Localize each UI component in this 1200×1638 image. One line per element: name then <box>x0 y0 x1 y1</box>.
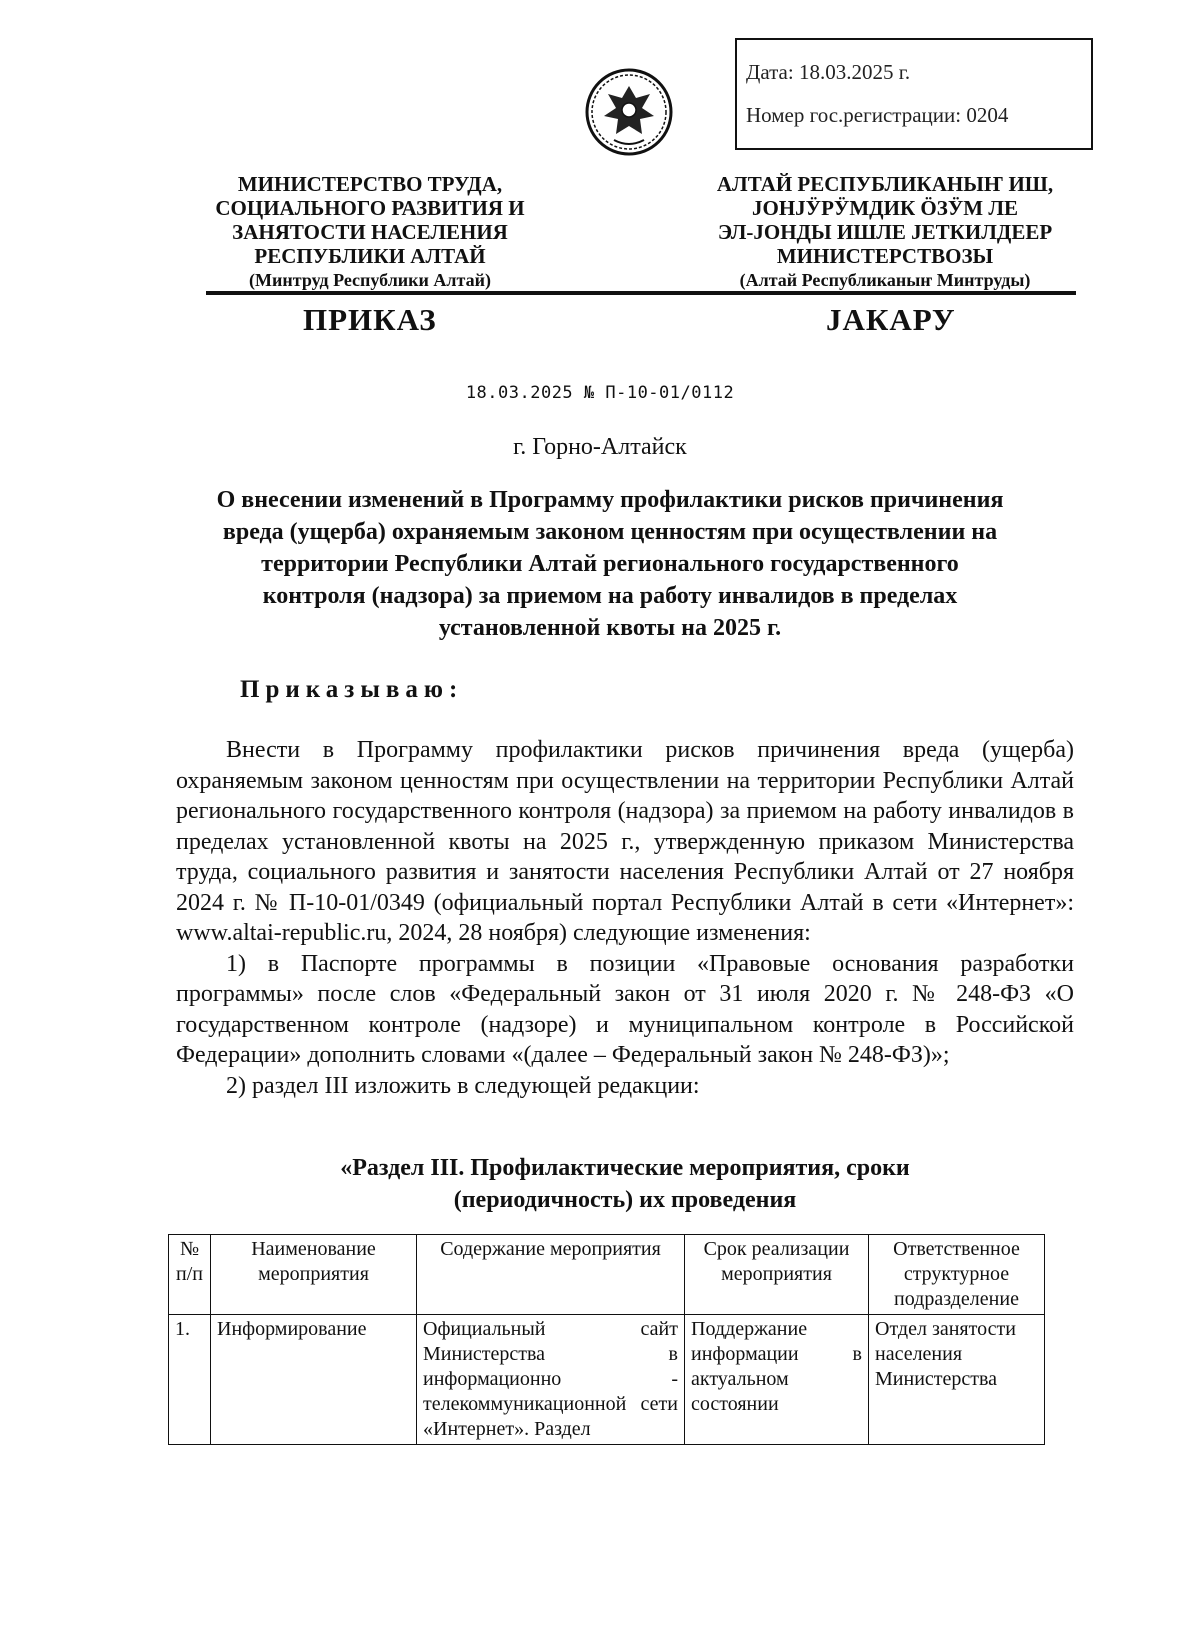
section-title-line: «Раздел III. Профилактические мероприятия, сроки <box>340 1155 910 1181</box>
document-body <box>176 735 1074 1101</box>
table-header-row <box>169 1235 1045 1315</box>
table-header-cell: Срок реализации мероприятия <box>685 1235 869 1315</box>
ministry-ru-line: РЕСПУБЛИКИ АЛТАЙ <box>254 244 486 268</box>
table-header-cell: № п/п <box>169 1235 211 1315</box>
table-cell: Официальный сайт Министерства в информационно - телекоммуникационной сети «Интернет». Раздел <box>417 1315 685 1445</box>
title-line: вреда (ущерба) охраняемым законом ценностям при осуществлении на <box>222 519 998 545</box>
ministry-name-altai <box>700 172 1070 292</box>
registration-number: Номер гос.регистрации: 0204 <box>746 103 1009 127</box>
ministry-ru-line: СОЦИАЛЬНОГО РАЗВИТИЯ И <box>215 196 525 220</box>
title-line: контроля (надзора) за приемом на работу инвалидов в пределах <box>262 583 958 609</box>
registration-stamp <box>735 38 1093 150</box>
table-cell: Информирование <box>211 1315 417 1445</box>
title-line: установленной квоты на 2025 г. <box>438 615 782 641</box>
table-header-cell: Содержание мероприятия <box>417 1235 685 1315</box>
body-paragraph: 2) раздел III изложить в следующей редакции: <box>226 1072 700 1099</box>
section-title-line: (периодичность) их проведения <box>453 1187 797 1213</box>
section-title <box>176 1152 1074 1216</box>
table-header-cell: Ответственное структурное подразделение <box>869 1235 1045 1315</box>
table-cell: Отдел занятости населения Министерства <box>869 1315 1045 1445</box>
title-line: территории Республики Алтай регионального государственного <box>261 551 959 577</box>
altai-emblem-icon <box>584 64 674 160</box>
city: г. Горно-Алтайск <box>513 434 687 460</box>
doc-number: 18.03.2025 № П-10-01/0112 <box>465 383 735 403</box>
ministry-name-ru <box>190 172 550 292</box>
table-cell: Поддержание информации в актуальном состоянии <box>685 1315 869 1445</box>
table-cell: 1. <box>169 1315 211 1445</box>
registration-date: Дата: 18.03.2025 г. <box>746 60 911 84</box>
measures-table <box>168 1234 1045 1445</box>
document-title <box>160 484 1060 644</box>
ministry-alt-line: МИНИСТЕРСТВОЗЫ <box>776 244 994 268</box>
body-paragraph: 1) в Паспорте программы в позиции «Правовые основания разработки программы» после слов «Федеральный закон от 31 июля 2020 г. № 248-ФЗ «О государственном контроле (надзоре) и муниципальном контроле в Российской Федерации» дополнить словами «(далее – Федеральный закон № 248-ФЗ)»; <box>176 950 1074 1068</box>
ministry-alt-short: (Алтай Республиканыҥ Минтруды) <box>739 270 1031 290</box>
doc-type-altai: ЈАКАРУ <box>826 302 956 337</box>
ministry-ru-short: (Минтруд Республики Алтай) <box>249 270 491 290</box>
table-header-cell: Наименование мероприятия <box>211 1235 417 1315</box>
ministry-alt-line: ЭЛ-ЈОНДЫ ИШЛЕ ЈЕТКИЛДЕЕР <box>717 220 1053 244</box>
doc-type-ru: ПРИКАЗ <box>303 302 437 337</box>
header-divider <box>206 291 1076 295</box>
ministry-ru-line: МИНИСТЕРСТВО ТРУДА, <box>237 172 503 196</box>
orders-heading: Приказываю: <box>240 676 464 703</box>
ministry-alt-line: ЈОНЈӰРӰМДИК ӦЗӰМ ЛЕ <box>752 196 1018 220</box>
table-row <box>169 1315 1045 1445</box>
ministry-alt-line: АЛТАЙ РЕСПУБЛИКАНЫҤ ИШ, <box>716 172 1054 196</box>
title-line: О внесении изменений в Программу профилактики рисков причинения <box>216 487 1004 513</box>
ministry-ru-line: ЗАНЯТОСТИ НАСЕЛЕНИЯ <box>232 220 508 244</box>
body-paragraph: Внести в Программу профилактики рисков причинения вреда (ущерба) охраняемым законом ценностям при осуществлении на территории Республики Алтай регионального государственного контроля (надзора) за приемом на работу инвалидов в пределах установленной квоты на 2025 г., утвержденную приказом Министерства труда, социального развития и занятости населения Республики Алтай от 27 ноября 2024 г. № П-10-01/0349 (официальный портал Республики Алтай в сети «Интернет»: www.altai-republic.ru, 2024, 28 ноября) следующие изменения: <box>176 737 1074 946</box>
